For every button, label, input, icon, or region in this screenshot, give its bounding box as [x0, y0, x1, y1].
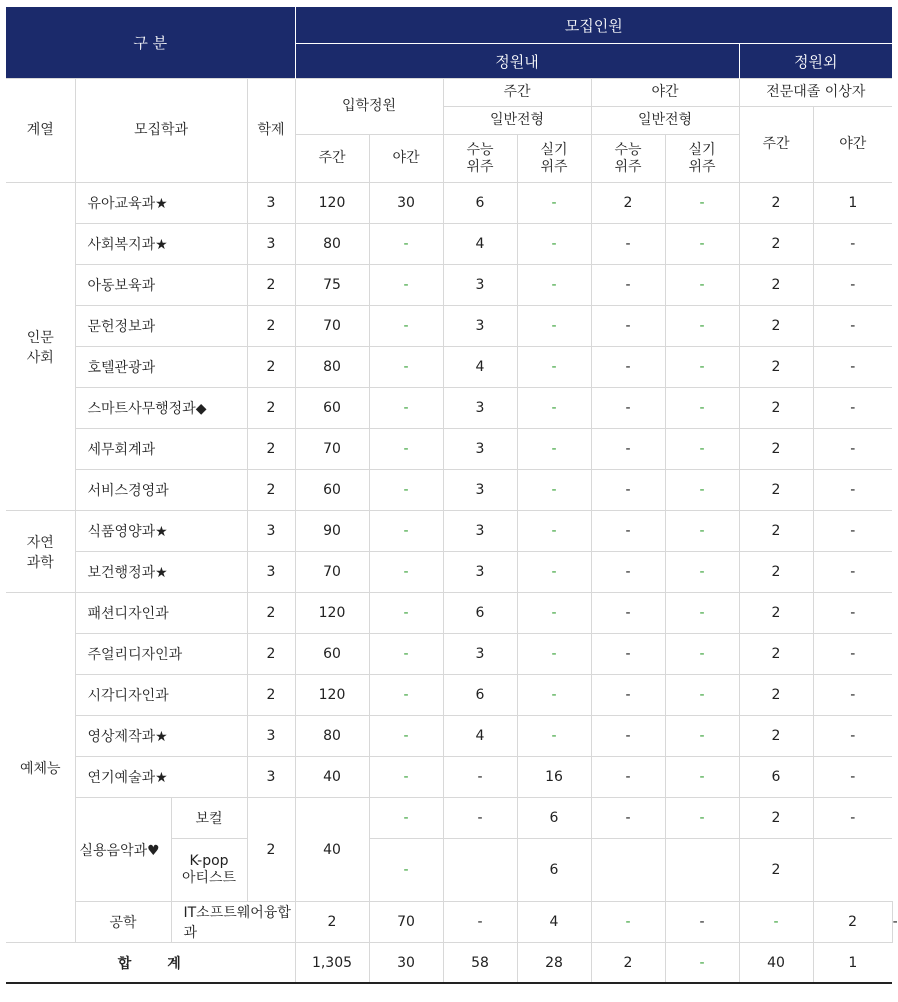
header-silgi-night: 실기 위주 [665, 135, 739, 183]
s3-cell: - [591, 798, 665, 839]
s3-cell: - [591, 634, 665, 675]
s2-cell: - [517, 470, 591, 511]
hakje-cell: 3 [247, 552, 295, 593]
s3-cell: - [591, 552, 665, 593]
day-cell: 80 [295, 224, 369, 265]
o2-cell: - [813, 265, 892, 306]
s2-cell: - [517, 429, 591, 470]
o1-cell: 2 [739, 511, 813, 552]
s3-cell: - [591, 265, 665, 306]
o1-cell: 2 [739, 183, 813, 224]
o1-cell: 2 [739, 347, 813, 388]
s2-cell: - [517, 675, 591, 716]
night-cell: - [369, 265, 443, 306]
o1-cell: 2 [739, 224, 813, 265]
o2-cell: - [813, 552, 892, 593]
s3-cell: - [665, 902, 739, 943]
s2-cell: - [517, 183, 591, 224]
header-jeonmun: 전문대졸 이상자 [739, 79, 892, 107]
table-row [6, 757, 892, 798]
table-row [6, 634, 892, 675]
s1-cell: 6 [443, 183, 517, 224]
s1-cell: 6 [443, 593, 517, 634]
s4-cell: - [665, 470, 739, 511]
s4-cell: - [665, 511, 739, 552]
table-row [6, 429, 892, 470]
o1-cell: 2 [739, 552, 813, 593]
sub-dept-name: 보컬 [171, 798, 247, 839]
s4-cell: - [665, 224, 739, 265]
s1-cell: 3 [443, 265, 517, 306]
s1-cell: 4 [443, 716, 517, 757]
s4-cell: - [665, 306, 739, 347]
s1-cell: 4 [443, 347, 517, 388]
s4-cell: - [665, 675, 739, 716]
header-ilban-day: 일반전형 [443, 107, 591, 135]
total-s1: 58 [443, 943, 517, 984]
s2-cell: - [517, 511, 591, 552]
s2-cell: - [517, 306, 591, 347]
header-hakje: 학제 [247, 79, 295, 183]
s4-cell: - [665, 593, 739, 634]
o1-cell: 2 [739, 593, 813, 634]
s2-cell: - [517, 593, 591, 634]
night-cell: - [369, 470, 443, 511]
table-row [6, 552, 892, 593]
o1-cell: 2 [739, 265, 813, 306]
day-cell: 40 [295, 798, 369, 902]
table-row [6, 388, 892, 429]
s4-cell: - [665, 429, 739, 470]
o1-cell: 2 [739, 675, 813, 716]
s3-cell: 2 [591, 183, 665, 224]
o2-cell: - [813, 388, 892, 429]
s4-cell: - [665, 347, 739, 388]
day-cell: 40 [295, 757, 369, 798]
group-inmun: 인문 사회 [6, 183, 75, 511]
day-cell: 120 [295, 183, 369, 224]
dept-name: 서비스경영과 [75, 470, 247, 511]
group-jayeon: 자연 과학 [6, 511, 75, 593]
s1-cell: - [443, 757, 517, 798]
s3-cell: - [591, 470, 665, 511]
o2-cell: - [813, 511, 892, 552]
s2-cell: - [517, 552, 591, 593]
day-cell: 70 [295, 552, 369, 593]
o1-cell: 2 [739, 798, 813, 839]
header-yagan-group: 야간 [591, 79, 739, 107]
dept-name: 실용음악과♥ [75, 798, 171, 902]
s3-cell: - [591, 306, 665, 347]
o2-cell: - [813, 716, 892, 757]
table-row [6, 593, 892, 634]
night-cell: - [369, 675, 443, 716]
day-cell: 70 [295, 306, 369, 347]
hakje-cell: 2 [247, 675, 295, 716]
header-iphak: 입학정원 [295, 79, 443, 135]
night-cell: - [369, 429, 443, 470]
group-yeche: 예체능 [6, 593, 75, 943]
total-row [6, 943, 892, 984]
day-cell: 70 [295, 429, 369, 470]
dept-name: 세무회계과 [75, 429, 247, 470]
table-row [6, 347, 892, 388]
o2-cell: - [813, 634, 892, 675]
s2-cell: - [517, 634, 591, 675]
header-ilban-night: 일반전형 [591, 107, 739, 135]
s4-cell [665, 839, 739, 902]
o2-cell: - [813, 675, 892, 716]
header-oe-yagan: 야간 [813, 107, 892, 183]
day-cell: 75 [295, 265, 369, 306]
total-label: 합 계 [6, 943, 295, 984]
s3-cell: - [591, 675, 665, 716]
night-cell: - [369, 306, 443, 347]
o1-cell: 2 [739, 634, 813, 675]
table-row [6, 798, 892, 839]
o2-cell: - [813, 429, 892, 470]
night-cell: - [369, 347, 443, 388]
s3-cell: - [591, 224, 665, 265]
dept-name: 보건행정과★ [75, 552, 247, 593]
o2-cell [813, 839, 892, 902]
night-cell: - [369, 388, 443, 429]
s1-cell: 4 [443, 224, 517, 265]
o1-cell: 2 [813, 902, 892, 943]
night-cell: - [369, 552, 443, 593]
s3-cell: - [591, 388, 665, 429]
night-cell: - [369, 757, 443, 798]
o1-cell: 2 [739, 470, 813, 511]
hakje-cell: 2 [247, 429, 295, 470]
hakje-cell: 2 [247, 634, 295, 675]
s4-cell: - [665, 716, 739, 757]
s2-cell: - [591, 902, 665, 943]
total-s3: 2 [591, 943, 665, 984]
s1-cell: 3 [443, 511, 517, 552]
day-cell: 120 [295, 675, 369, 716]
night-cell: - [369, 593, 443, 634]
s3-cell: - [591, 757, 665, 798]
s3-cell: - [591, 347, 665, 388]
night-cell: - [369, 634, 443, 675]
s1-cell: - [443, 798, 517, 839]
hakje-cell: 3 [247, 224, 295, 265]
day-cell: 120 [295, 593, 369, 634]
hakje-cell: 3 [247, 511, 295, 552]
dept-name: 식품영양과★ [75, 511, 247, 552]
hakje-cell: 2 [247, 470, 295, 511]
table-header [6, 7, 892, 183]
header-suneung-night: 수능 위주 [591, 135, 665, 183]
o2-cell: - [813, 224, 892, 265]
header-gubun: 구 분 [6, 7, 295, 79]
header-iphak-yagan: 야간 [369, 135, 443, 183]
hakje-cell: 2 [247, 306, 295, 347]
s4-cell: - [665, 265, 739, 306]
s3-cell: - [591, 511, 665, 552]
header-mojip: 모집인원 [295, 7, 892, 44]
header-silgi-day: 실기 위주 [517, 135, 591, 183]
dept-name: 시각디자인과 [75, 675, 247, 716]
s2-cell: 6 [517, 839, 591, 902]
s1-cell: 4 [517, 902, 591, 943]
table-row [6, 511, 892, 552]
night-cell: 30 [369, 183, 443, 224]
table-row [6, 470, 892, 511]
total-o2: 1 [813, 943, 892, 984]
day-cell: 60 [295, 634, 369, 675]
o2-cell: - [813, 306, 892, 347]
night-cell: - [369, 511, 443, 552]
o1-cell: 6 [739, 757, 813, 798]
dept-name: 문헌정보과 [75, 306, 247, 347]
hakje-cell: 2 [295, 902, 369, 943]
s3-cell [591, 839, 665, 902]
admission-quota-table [6, 7, 898, 984]
s4-cell: - [739, 902, 813, 943]
o1-cell: 2 [739, 839, 813, 902]
dept-name: 스마트사무행정과◆ [75, 388, 247, 429]
s4-cell: - [665, 388, 739, 429]
s3-cell: - [591, 429, 665, 470]
table-body [6, 183, 898, 984]
dept-name: 주얼리디자인과 [75, 634, 247, 675]
o1-cell: 2 [739, 388, 813, 429]
dept-name: 영상제작과★ [75, 716, 247, 757]
s1-cell: 3 [443, 306, 517, 347]
dept-name: 패션디자인과 [75, 593, 247, 634]
sub-dept-name: K-pop 아티스트 [171, 839, 247, 902]
s4-cell: - [665, 552, 739, 593]
dept-name: 아동보육과 [75, 265, 247, 306]
s3-cell: - [591, 716, 665, 757]
table-row [6, 183, 892, 224]
dept-name: IT소프트웨어융합과 [171, 902, 295, 943]
night-cell: - [369, 224, 443, 265]
day-cell: 80 [295, 716, 369, 757]
s1-cell: 3 [443, 552, 517, 593]
o2-cell: - [813, 347, 892, 388]
s2-cell: - [517, 716, 591, 757]
header-oe-jugan: 주간 [739, 107, 813, 183]
o2-cell: - [813, 757, 892, 798]
hakje-cell: 3 [247, 716, 295, 757]
day-cell: 60 [295, 388, 369, 429]
hakje-cell: 2 [247, 388, 295, 429]
total-night: 30 [369, 943, 443, 984]
total-day: 1,305 [295, 943, 369, 984]
header-gyeyeol: 계열 [6, 79, 75, 183]
table-row [6, 224, 892, 265]
header-jugan-group: 주간 [443, 79, 591, 107]
day-cell: 60 [295, 470, 369, 511]
table-row [6, 716, 892, 757]
s2-cell: - [517, 347, 591, 388]
s3-cell: - [591, 593, 665, 634]
total-o1: 40 [739, 943, 813, 984]
night-cell: - [369, 716, 443, 757]
s1-cell: 3 [443, 429, 517, 470]
s1-cell: 3 [443, 634, 517, 675]
header-iphak-jugan: 주간 [295, 135, 369, 183]
s2-cell: 16 [517, 757, 591, 798]
hakje-cell: 2 [247, 347, 295, 388]
dept-name: 유아교육과★ [75, 183, 247, 224]
o2-cell: 1 [813, 183, 892, 224]
dept-name: 연기예술과★ [75, 757, 247, 798]
group-gonghak: 공학 [75, 902, 171, 943]
header-mojip-hakgwa: 모집학과 [75, 79, 247, 183]
header-jeongwonoe: 정원외 [739, 44, 892, 79]
table-row [6, 265, 892, 306]
total-s4: - [665, 943, 739, 984]
s4-cell: - [665, 183, 739, 224]
header-jeongwonnae: 정원내 [295, 44, 739, 79]
s1-cell [443, 839, 517, 902]
o1-cell: 2 [739, 306, 813, 347]
hakje-cell: 2 [247, 593, 295, 634]
day-cell: 90 [295, 511, 369, 552]
o2-cell: - [813, 470, 892, 511]
dept-name: 사회복지과★ [75, 224, 247, 265]
night-cell: - [369, 839, 443, 902]
s2-cell: - [517, 224, 591, 265]
hakje-cell: 2 [247, 798, 295, 902]
table-row [6, 675, 892, 716]
hakje-cell: 3 [247, 757, 295, 798]
o1-cell: 2 [739, 716, 813, 757]
o2-cell: - [813, 798, 892, 839]
s4-cell: - [665, 798, 739, 839]
night-cell: - [369, 798, 443, 839]
table-row [6, 306, 892, 347]
day-cell: 70 [369, 902, 443, 943]
o1-cell: 2 [739, 429, 813, 470]
night-cell: - [443, 902, 517, 943]
header-suneung-day: 수능 위주 [443, 135, 517, 183]
s1-cell: 6 [443, 675, 517, 716]
s2-cell: - [517, 388, 591, 429]
table-row: 공학 IT소프트웨어융합과 2 70 - 4 - - - 2 - [6, 902, 892, 943]
hakje-cell: 2 [247, 265, 295, 306]
o2-cell: - [813, 593, 892, 634]
hakje-cell: 3 [247, 183, 295, 224]
s1-cell: 3 [443, 388, 517, 429]
day-cell: 80 [295, 347, 369, 388]
total-s2: 28 [517, 943, 591, 984]
s2-cell: 6 [517, 798, 591, 839]
dept-name: 호텔관광과 [75, 347, 247, 388]
s4-cell: - [665, 634, 739, 675]
s2-cell: - [517, 265, 591, 306]
s4-cell: - [665, 757, 739, 798]
s1-cell: 3 [443, 470, 517, 511]
